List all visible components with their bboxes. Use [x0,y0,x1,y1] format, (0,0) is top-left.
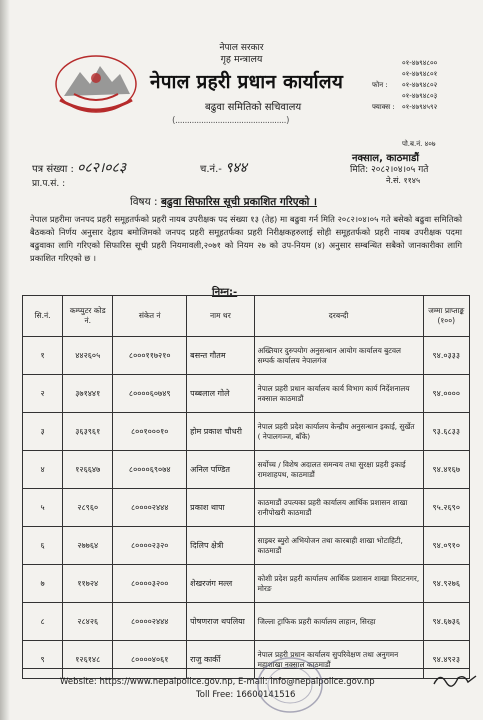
body-paragraph: नेपाल प्रहरीमा जनपद प्रहरी समूहतर्फको प्रहरी नायब उपरीक्षक पद संख्या १३ (तेह) मा बढुवा गर्न मिति २०८२।०४।०५ गते बसेको बढुवा समितिको बैठकको निर्णय अनुसार देहाय बमोजिमको जनपद प्रहरी समूहतर्फका प्रहरी निरीक्षकहरुलाई सोही समूहतर्फको प्रहरी नायब उपरीक्षक पदमा बढुवाका लागि गरिएको सिफारिस सूची प्रहरी नियमावली,२०७१ को नियम २७ को उप-नियम (४) अनुसार सम्बन्धित सबैको जानकारीका लागि प्रकाशित गरिएको छ । [30,214,462,263]
cell-name: शेखरजंग मल्ल [187,565,254,603]
table-row [23,337,470,375]
cell-symbol: ८००००२३२० [113,527,187,565]
cell-symbol: ८००००३२०० [113,565,187,603]
phone-label: फोन : [372,81,388,89]
cell-posting: काठमाडौं उपत्यका प्रहरी कार्यालय आर्थिक प्रशासन शाखा रानीपोखरी काठमाडौं [254,489,423,527]
cell-code: ४४२६०५ [63,337,113,375]
secretariat-label: बढुवा समितिको सचिवालय [205,102,302,113]
table-row [23,451,470,489]
government-label: नेपाल सरकार [219,43,264,53]
reference-value: ०८२।०८३ [77,160,127,176]
phone-list [372,58,437,113]
cell-sn: ६ [23,527,63,565]
cell-code: २८९६० [63,489,113,527]
cell-sn: १ [23,337,63,375]
prapa-label: प्रा.प.सं. : [32,179,66,189]
cell-posting: नेपाल प्रहरी प्रधान कार्यालय कार्य विभाग कार्य निर्देशनालय नक्साल काठमाडौं [254,375,423,413]
footer-website: Website: https://www.nepalpolice.gov.np, E-mail: info@nepalpolice.gov.np [60,677,375,687]
table-row [23,375,470,413]
table-row [23,489,470,527]
cell-symbol: ८००१०००१० [113,413,187,451]
cell-sn: २ [23,375,63,413]
letter-date [350,162,428,175]
table-row [23,527,470,565]
cell-code: ३६३९६१ [63,413,113,451]
cell-posting: सर्वोच्च / विशेष अदालत समन्वय तथा सुरक्षा प्रहरी इकाई रामशाहपथ, काठमाडौं [254,451,423,489]
cell-sn: ९ [23,641,63,679]
phone-label: फ्याक्स : [372,103,395,111]
office-seal-icon [255,655,325,715]
cell-score: ९४.४१६७ [423,451,469,489]
phone-value: ०१-४७९४८०२ [402,81,438,89]
reference-number [32,158,126,177]
cell-code: ११७२४ [63,565,113,603]
cell-score: ९४.९२७६ [423,565,469,603]
footer-divider [22,668,470,669]
cell-symbol: ८००००२४४४ [113,489,187,527]
date-label: मिति: [350,165,369,175]
cell-sn: ८ [23,603,63,641]
phone-line [372,91,437,102]
table-row [23,603,470,641]
cell-name: होम प्रकाश चौधरी [187,413,254,451]
cell-score: ९४.६७३६ [423,603,469,641]
nepal-sambat-date: ने.सं. ११४५ [386,176,421,185]
cell-sn: ४ [23,451,63,489]
signature-icon [430,668,480,692]
cell-score: ९५.२६९० [423,489,469,527]
cell-symbol: ८००००६०७४९ [113,375,187,413]
phone-value: ०१-४७९४८०३ [402,92,438,100]
cell-name: पोषणराज थपलिया [187,603,254,641]
cell-posting: साइबर ब्युरो अभियोजन तथा कारबाही शाखा भोटाहिटी, काठमाडौं [254,527,423,565]
cell-posting: कोशी प्रदेश प्रहरी कार्यालय आर्थिक प्रशासन शाखा विराटनगर, मोरङ [254,565,423,603]
ministry-label: गृह मन्त्रालय [220,54,263,65]
cell-symbol: ८०००११७२१० [113,337,187,375]
col-header-score: जम्मा प्राप्ताङ्क (१००) [423,296,469,337]
pobox: पो.ब.नं. ४०७ [402,140,436,148]
table-header-row [23,296,470,337]
col-header-symbol: संकेत नं [113,296,187,337]
subject-line [130,195,317,209]
list-heading: निम्न:- [212,287,238,298]
table-row [23,565,470,603]
cell-score: ९४.०९१० [423,527,469,565]
cell-name: अनिल पण्डित [187,451,254,489]
cell-code: २७७६४ [63,527,113,565]
cell-posting: नेपाल प्रहरी प्रदेश कार्यालय केन्द्रीय अनुसन्धान इकाई, सुर्खेत ( नेपालगञ्ज, बाँके) [254,413,423,451]
cell-score: ९३.६८३३ [423,413,469,451]
cell-name: पब्बलाल गोले [187,375,254,413]
phone-line [372,102,437,113]
cell-symbol: ८००००२४४४ [113,603,187,641]
recommendation-table [22,295,470,679]
cell-name: दिलिप क्षेत्री [187,527,254,565]
address: नक्साल, काठमाडौं [352,153,419,164]
phone-value: ०१-४७९४८०० [402,59,438,67]
col-header-posting: दरबन्दी [254,296,423,337]
cell-code: १२६६४७ [63,451,113,489]
cell-score: ९४.०३३३ [423,337,469,375]
table-row [23,413,470,451]
phone-line [372,80,437,91]
col-header-code: कम्प्युटर कोड नं. [63,296,113,337]
office-title: नेपाल प्रहरी प्रधान कार्यालय [150,71,344,93]
col-header-sn: सि.नं. [23,296,63,337]
dispatch-number [200,158,247,177]
col-header-name: नाम थर [187,296,254,337]
cell-score: ९४.०००० [423,375,469,413]
page-edge-shadow [0,0,10,720]
cell-name: बसन्त गौतम [187,337,254,375]
cell-code: १२६१४८ [63,641,113,679]
cell-sn: ३ [23,413,63,451]
subject-text: बढुवा सिफारिस सूची प्रकाशित गरिएको । [160,196,318,208]
phone-line [372,69,437,80]
phone-value: ०१-४७९४८०१ [402,70,438,78]
cell-sn: ५ [23,489,63,527]
phone-line [372,58,437,69]
cell-name: राजु कार्की [187,641,254,679]
phone-value: ०१-४७९४५९२ [402,103,438,111]
footer-tollfree: Toll Free: 16600141516 [196,690,296,700]
dotted-line: (...............................................) [172,116,289,126]
date-value: २०८२।०४।०५ गते [371,165,429,175]
cell-posting: नेपाल प्रहरी प्रधान कार्यालय सुपरिवेक्षण तथा अनुगमन महाशाखा नक्साल काठमाडौं [254,641,423,679]
cell-score: ९४.४९२३ [423,641,469,679]
cell-symbol: ८००००६९०७४ [113,451,187,489]
dispatch-label: च.नं.- [200,164,222,175]
cell-sn: ७ [23,565,63,603]
cell-posting: अख्तियार दुरुपयोग अनुसन्धान आयोग कार्यालय बुटवल सम्पर्क कार्यालय नेपालगंज [254,337,423,375]
cell-code: २८४२६ [63,603,113,641]
cell-name: प्रकाश थापा [187,489,254,527]
reference-label: पत्र संख्या : [32,164,74,175]
subject-label: विषय : [130,196,158,208]
cell-code: ३७१४४१ [63,375,113,413]
cell-symbol: ८००००४०६१ [113,641,187,679]
table-row [23,641,470,679]
dispatch-value: ९४४ [225,160,247,176]
cell-posting: जिल्ला ट्राफिक प्रहरी कार्यालय लाहान, सिरहा [254,603,423,641]
